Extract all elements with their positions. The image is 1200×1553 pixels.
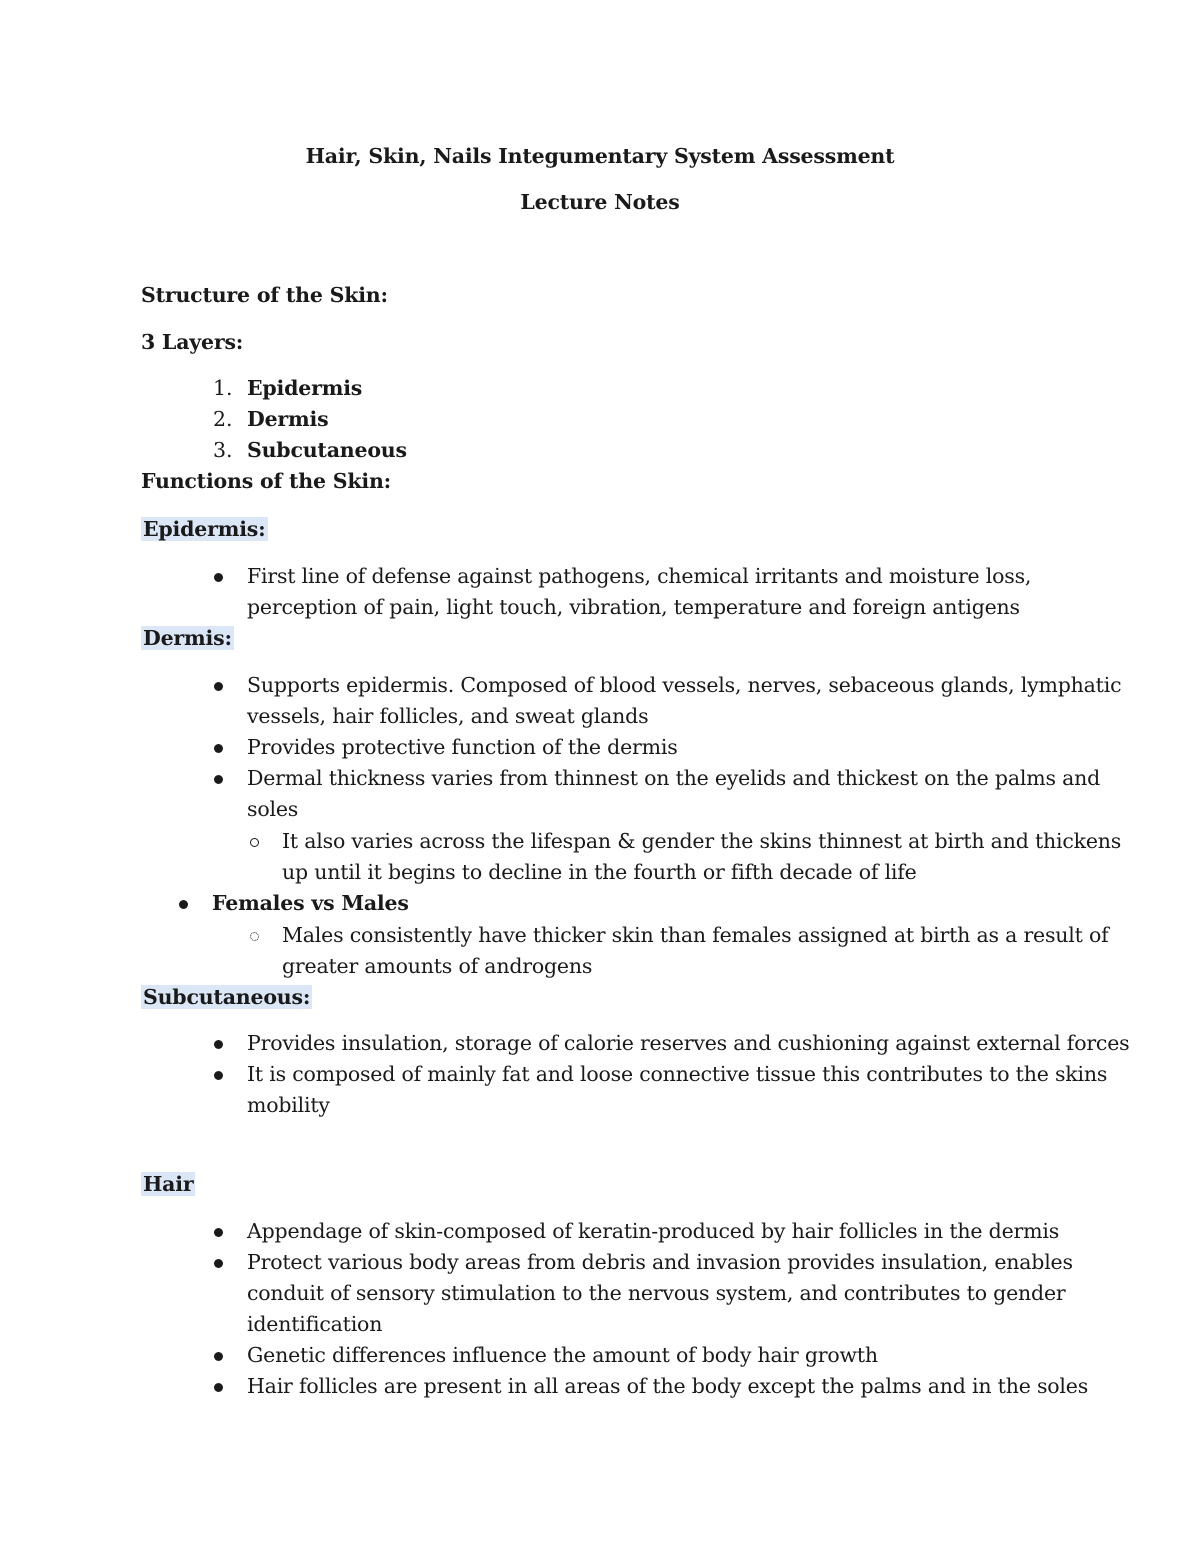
bullet-icon (214, 1352, 223, 1361)
list-number: 3. (213, 438, 233, 462)
list-item: Protect various body areas from debris and invasion provides insulation, enables (247, 1250, 1073, 1274)
highlight: Dermis: (143, 626, 232, 650)
functions-heading: Functions of the Skin: (141, 469, 392, 493)
document-subtitle: Lecture Notes (520, 190, 680, 214)
list-item: Genetic differences influence the amount of body hair growth (247, 1343, 878, 1367)
bullet-icon (179, 900, 188, 909)
list-item: Subcutaneous (247, 438, 407, 462)
epidermis-heading (141, 514, 268, 545)
hair-heading (141, 1169, 195, 1200)
list-item: Appendage of skin-composed of keratin-produced by hair follicles in the dermis (247, 1219, 1060, 1243)
list-number: 2. (213, 407, 233, 431)
sub-list-item: It also varies across the lifespan & gender the skins thinnest at birth and thickens (282, 829, 1122, 853)
bullet-icon (214, 1228, 223, 1237)
dotted-ring-icon (250, 932, 259, 941)
layers-heading: 3 Layers: (141, 330, 244, 354)
bullet-icon (214, 1071, 223, 1080)
list-item: Provides protective function of the dermis (247, 735, 678, 759)
document-title: Hair, Skin, Nails Integumentary System Assessment (305, 144, 895, 168)
highlight: Subcutaneous: (143, 985, 311, 1009)
bullet-icon (214, 1259, 223, 1268)
list-item-continuation: mobility (247, 1093, 330, 1117)
list-item: Dermis (247, 407, 329, 431)
list-number: 1. (213, 376, 233, 400)
gender-heading: Females vs Males (212, 891, 409, 915)
list-item: Hair follicles are present in all areas of the body except the palms and in the soles (247, 1374, 1089, 1398)
sub-list-item-continuation: greater amounts of androgens (282, 954, 593, 978)
list-item: It is composed of mainly fat and loose connective tissue this contributes to the skins (247, 1062, 1108, 1086)
list-item: Provides insulation, storage of calorie reserves and cushioning against external forces (247, 1031, 1130, 1055)
structure-heading: Structure of the Skin: (141, 283, 388, 307)
list-item-continuation: conduit of sensory stimulation to the nervous system, and contributes to gender (247, 1281, 1066, 1305)
highlight: Hair (143, 1172, 194, 1196)
sub-list-item-continuation: up until it begins to decline in the fourth or fifth decade of life (282, 860, 917, 884)
list-item: Supports epidermis. Composed of blood vessels, nerves, sebaceous glands, lymphatic (247, 673, 1122, 697)
bullet-icon (214, 682, 223, 691)
bullet-icon (214, 1040, 223, 1049)
list-item: Epidermis (247, 376, 363, 400)
list-item-continuation: identification (247, 1312, 383, 1336)
list-item-continuation: vessels, hair follicles, and sweat glands (247, 704, 649, 728)
subcutaneous-heading (141, 982, 312, 1013)
list-item-continuation: soles (247, 797, 299, 821)
sub-list-item: Males consistently have thicker skin than females assigned at birth as a result of (282, 923, 1109, 947)
dermis-heading (141, 623, 234, 654)
list-item: First line of defense against pathogens, chemical irritants and moisture loss, (247, 564, 1032, 588)
bullet-icon (214, 1383, 223, 1392)
highlight: Epidermis: (143, 517, 266, 541)
hollow-bullet-icon (250, 838, 259, 847)
list-item: Dermal thickness varies from thinnest on the eyelids and thickest on the palms and (247, 766, 1101, 790)
bullet-icon (214, 744, 223, 753)
list-item-continuation: perception of pain, light touch, vibration, temperature and foreign antigens (247, 595, 1020, 619)
bullet-icon (214, 573, 223, 582)
bullet-icon (214, 775, 223, 784)
